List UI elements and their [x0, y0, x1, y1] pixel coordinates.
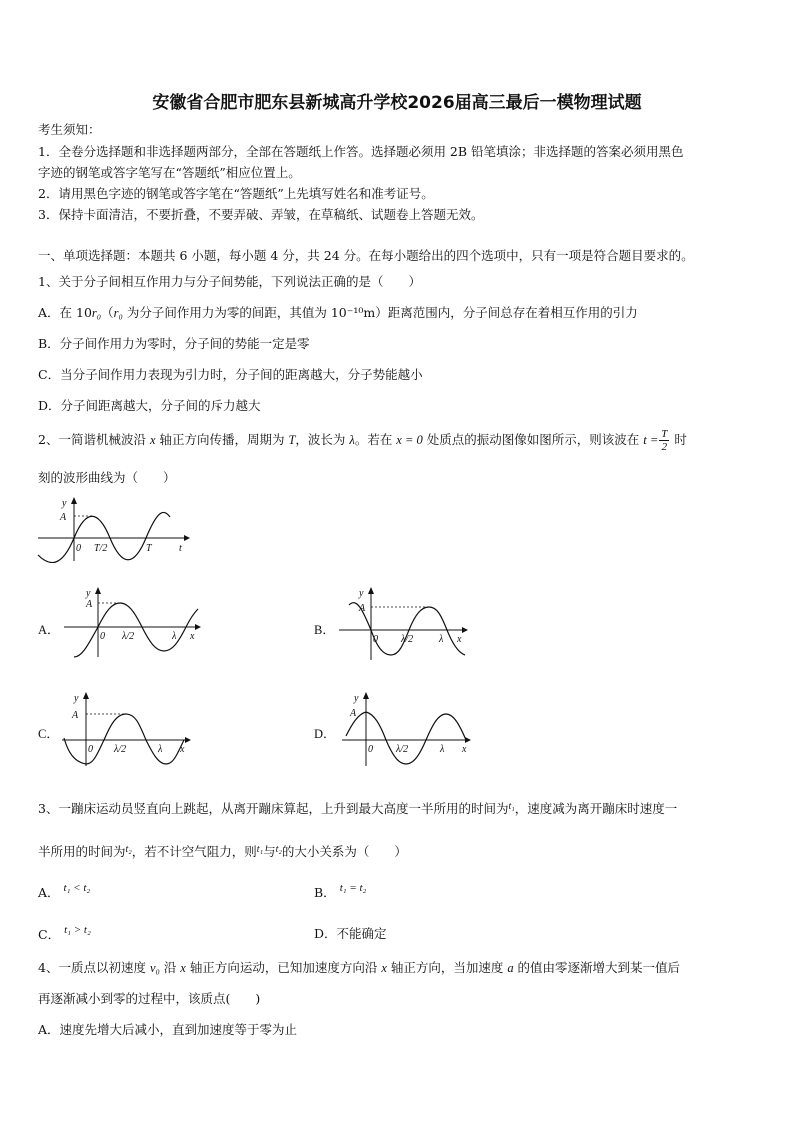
- stem-text: 4、一质点以初速度: [38, 960, 150, 975]
- wave-curve: [346, 712, 466, 764]
- math-symbol: r₀: [91, 306, 102, 320]
- y-axis-arrow: [368, 587, 374, 594]
- math-symbol: t₁: [256, 844, 264, 855]
- option-d-graph: [340, 690, 480, 770]
- y-label: y: [62, 498, 67, 509]
- stem-text: 的值由零逐渐增大到某一值后: [513, 960, 681, 975]
- math-symbol: λ: [349, 433, 355, 447]
- x-axis-arrow: [185, 737, 191, 743]
- page-title: 安徽省合肥市肥东县新城高升学校2026届高三最后一模物理试题: [152, 93, 642, 113]
- option-a-graph: [62, 585, 212, 663]
- axis-label: x: [457, 634, 462, 645]
- amplitude-label: A: [350, 708, 357, 719]
- option-c: C．当分子间作用力表现为引力时，分子间的距离越大，分子势能越小: [38, 367, 423, 382]
- y-axis-arrow: [95, 587, 101, 594]
- origin-label: 0: [88, 744, 93, 755]
- origin-label: 0: [368, 744, 373, 755]
- tick-label: λ/2: [396, 744, 409, 755]
- amplitude-label: A: [60, 512, 67, 523]
- stem-text: 3、一蹦床运动员竖直向上跳起，从离开蹦床算起，上升到最大高度一半所用的时间为: [38, 801, 509, 816]
- wave-curve: [349, 603, 465, 655]
- y-label: y: [359, 588, 364, 599]
- option-c: [38, 924, 91, 943]
- tick-label: T: [146, 543, 152, 554]
- option-b: [314, 882, 366, 901]
- option-b: B．: [314, 623, 335, 637]
- option-a: A．速度先增大后减小，直到加速度等于零为止: [38, 1022, 298, 1037]
- vibration-graph: [36, 495, 196, 563]
- option-letter: A．: [38, 885, 60, 900]
- origin-label: 0: [373, 634, 378, 645]
- math-symbol: x: [180, 961, 186, 975]
- stem-text: ，速度减为离开蹦床时速度一: [514, 801, 678, 816]
- stem-text: 处质点的振动图像如图所示，则该波在: [422, 432, 644, 447]
- option-b: B．分子间作用力为零时，分子间的势能一定是零: [38, 336, 310, 351]
- y-axis-arrow: [83, 692, 89, 699]
- math-symbol: t₁: [508, 801, 515, 812]
- tick-label: λ: [158, 744, 163, 755]
- stem-text: 2、一简谐机械波沿: [38, 432, 150, 447]
- option-text: （: [101, 305, 114, 320]
- option-d: D．分子间距离越大，分子间的斥力越大: [38, 398, 261, 413]
- stem-text: 半所用的时间为: [38, 844, 126, 859]
- option-c: C．: [38, 727, 59, 741]
- amplitude-label: A: [359, 603, 366, 614]
- amplitude-label: A: [72, 710, 79, 721]
- y-label: y: [354, 693, 359, 704]
- stem-text: 的大小关系为（ ）: [281, 844, 407, 859]
- question-stem: [38, 958, 680, 976]
- option-b-graph: [337, 585, 477, 663]
- option-d: D．: [314, 727, 336, 741]
- math-symbol: a: [507, 961, 514, 975]
- math-symbol: t₂: [275, 844, 282, 855]
- stem-text: 。若在: [354, 432, 397, 447]
- tick-label: λ/2: [122, 631, 135, 642]
- y-label: y: [86, 588, 91, 599]
- option-letter: B．: [314, 885, 336, 900]
- question-stem-line2: 再逐渐减小到零的过程中，该质点( ): [38, 991, 261, 1006]
- section-heading: 一、单项选择题：本题共 6 小题，每小题 4 分，共 24 分。在每小题给出的四个选项中，只有一项是符合题目要求的。: [38, 248, 694, 263]
- wave-curve: [74, 603, 198, 657]
- math-expression: t₁ < t₂: [63, 882, 91, 894]
- math-symbol: t₂: [125, 844, 132, 855]
- notice-heading: 考生须知：: [38, 122, 101, 137]
- fraction-denominator: 2: [661, 441, 668, 453]
- option-a: A．: [38, 623, 60, 637]
- tick-label: λ: [440, 744, 445, 755]
- y-label: y: [74, 693, 79, 704]
- stem-text: 轴正方向传播，周期为: [155, 432, 289, 447]
- origin-label: 0: [100, 631, 105, 642]
- notice-item: 1．全卷分选择题和非选择题两部分，全部在答题纸上作答。选择题必须用 2B 铅笔填涂；非选择题的答案必须用黑色: [38, 144, 684, 159]
- origin-label: 0: [76, 543, 81, 554]
- option-a: [38, 882, 90, 901]
- stem-text: 时: [670, 432, 687, 447]
- option-c-graph: [60, 690, 200, 770]
- tick-label: λ/2: [401, 634, 414, 645]
- notice-item: 2．请用黑色字迹的钢笔或答字笔在“答题纸”上先填写姓名和准考证号。: [38, 186, 434, 201]
- tick-label: λ: [172, 631, 177, 642]
- math-symbol: v₀: [149, 961, 160, 975]
- math-expression: t₁ = t₂: [339, 882, 367, 894]
- stem-text: 轴正方向，当加速度: [386, 960, 508, 975]
- tick-label: λ/2: [114, 744, 127, 755]
- option-d: D．不能确定: [314, 926, 387, 941]
- question-stem: 1、关于分子间相互作用力与分子间势能，下列说法正确的是（ ）: [38, 274, 421, 289]
- amplitude-label: A: [86, 599, 93, 610]
- option-a: [38, 303, 638, 321]
- stem-text: ，波长为: [295, 432, 350, 447]
- option-letter: C．: [38, 927, 61, 942]
- stem-text: ，若不计空气阻力，则: [131, 844, 257, 859]
- t-axis-arrow: [184, 535, 190, 541]
- axis-label: x: [190, 631, 195, 642]
- stem-text: 与: [263, 844, 276, 859]
- fraction: [659, 428, 669, 453]
- x-axis-arrow: [195, 624, 201, 630]
- notice-item: 3．保持卡面清洁，不要折叠，不要弄破、弄皱，在草稿纸、试题卷上答题无效。: [38, 207, 484, 222]
- question-stem-line2: [38, 842, 407, 860]
- axis-label: t: [179, 543, 182, 554]
- vibration-curve: [38, 512, 170, 562]
- stem-text: 沿: [159, 960, 181, 975]
- math-symbol: x: [381, 961, 387, 975]
- tick-label: T/2: [94, 543, 108, 554]
- math-symbol: x: [149, 433, 156, 447]
- wave-curve: [64, 714, 184, 764]
- x-axis-arrow: [462, 627, 468, 633]
- math-symbol: r₀: [113, 306, 123, 320]
- option-text: A．在 10: [38, 305, 92, 320]
- question-stem: [38, 427, 687, 453]
- math-symbol: x = 0: [396, 433, 423, 447]
- stem-text: 轴正方向运动，已知加速度方向沿: [185, 960, 382, 975]
- math-symbol: T: [288, 433, 296, 447]
- option-text: 为分子间作用力为零的间距，其值为 10⁻¹⁰m）距离范围内，分子间总存在着相互作用的引力: [122, 305, 638, 320]
- math-symbol: t =: [643, 433, 659, 447]
- notice-item: 字迹的钢笔或答字笔写在“答题纸”相应位置上。: [38, 165, 301, 180]
- question-stem: [38, 799, 677, 817]
- axis-label: x: [462, 744, 467, 755]
- tick-label: λ: [439, 634, 444, 645]
- math-expression: t₁ > t₂: [64, 924, 91, 936]
- fraction-numerator: T: [661, 428, 668, 440]
- question-stem-line2: 刻的波形曲线为（ ）: [38, 470, 176, 485]
- axis-label: x: [180, 744, 185, 755]
- y-axis-arrow: [71, 497, 77, 504]
- y-axis-arrow: [363, 692, 369, 699]
